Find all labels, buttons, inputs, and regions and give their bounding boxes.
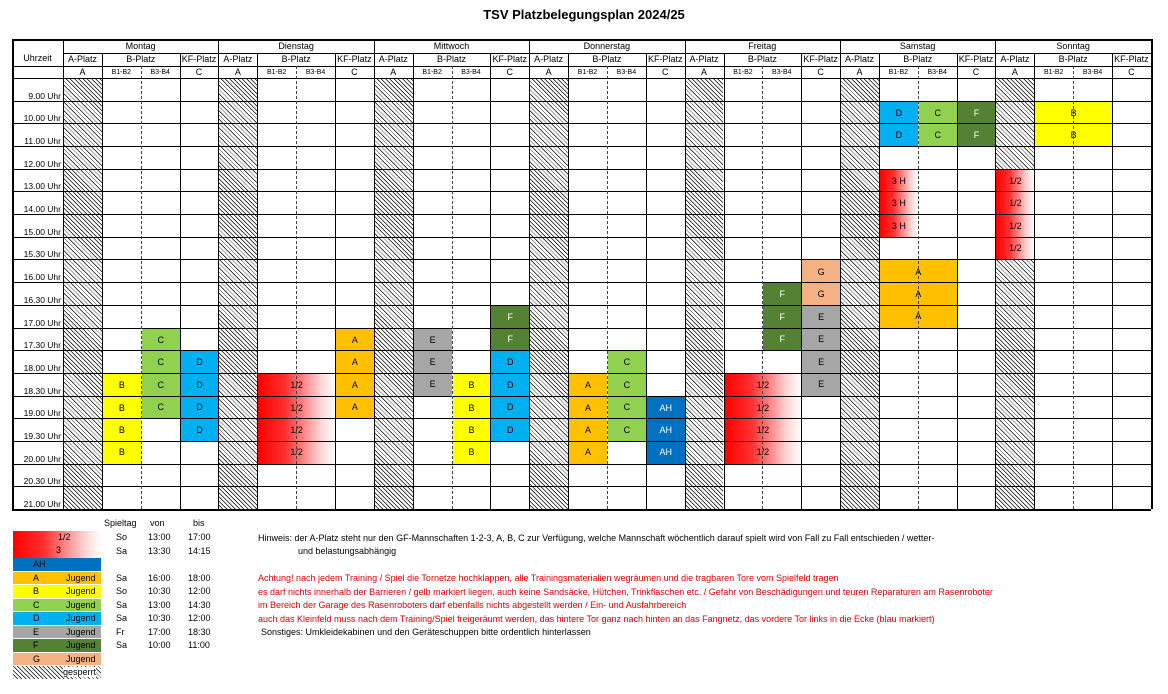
legend-header-spieltag: Spieltag <box>104 518 137 528</box>
grid-line <box>1112 53 1113 509</box>
field-header: B-Platz <box>747 54 777 64</box>
time-label: 21.00 Uhr <box>23 499 61 509</box>
booking-label: 1/2 <box>1009 243 1022 254</box>
legend-from: 10:30 <box>148 586 171 596</box>
time-label: 18.30 Uhr <box>23 385 61 396</box>
blocked-column <box>374 78 413 509</box>
booking-ah[interactable] <box>647 397 685 464</box>
booking-label: G <box>817 288 825 299</box>
grid-line <box>12 396 1151 397</box>
booking-label: AH <box>659 447 672 458</box>
legend-header-bis: bis <box>193 518 205 528</box>
booking-label: 1/2 <box>756 402 770 413</box>
booking-label: A <box>585 380 592 391</box>
booking-label: B <box>118 424 125 435</box>
subfield-header: C <box>661 67 669 77</box>
grid-line <box>12 78 1151 79</box>
legend-from: 13:00 <box>148 599 171 610</box>
legend-youth: Jugend <box>66 640 96 650</box>
subfield-header: A <box>856 67 863 77</box>
booking-label: F <box>973 107 980 118</box>
grid-line <box>12 350 1151 351</box>
legend-label: D <box>33 613 40 623</box>
subfield-header: B3-B4 <box>1082 69 1103 76</box>
booking-label: B <box>118 380 125 391</box>
grid-line <box>995 39 996 509</box>
booking-label: D <box>895 129 903 140</box>
day-header: Montag <box>125 41 156 51</box>
booking-label: 1/2 <box>756 447 770 458</box>
booking-label: AH <box>659 425 672 436</box>
booking-label: 1/2 <box>1009 220 1022 231</box>
booking-label: B <box>118 447 125 458</box>
booking-label: D <box>507 402 514 413</box>
grid-line <box>724 53 725 509</box>
time-label: 10.00 Uhr <box>23 113 61 124</box>
grid-line <box>12 214 1151 215</box>
legend-day: Sa <box>116 545 128 556</box>
legend-header-von: von <box>150 518 165 528</box>
blocked-column <box>529 78 568 509</box>
field-header: A-Platz <box>378 54 408 64</box>
legend-from: 13:00 <box>148 532 171 542</box>
note-hinweis-cont: und belastungsabhängig <box>298 546 397 556</box>
booking-red[interactable] <box>880 170 918 237</box>
subfield-header: B1-B2 <box>733 69 753 76</box>
note-warning: es darf nichts innerhalb der Barrieren / gelb markiert liegen, auch keine Sandsäcke, Hütchen, Trinkflaschen etc. / Gefahr von Beschädigungen und teuren Reparaturen am Rasenroboter <box>258 586 993 597</box>
subfield-header: C <box>351 67 358 77</box>
grid-line <box>12 259 1151 260</box>
legend-label: E <box>33 626 40 637</box>
booking-label: D <box>196 424 203 435</box>
field-header: KF-Platz <box>803 54 838 64</box>
booking-label: A <box>585 402 592 413</box>
booking-label: 3 H <box>891 198 906 209</box>
subfield-header: B3-B4 <box>772 69 792 76</box>
legend-to: 17:00 <box>188 532 211 542</box>
grid-line <box>12 373 1151 374</box>
booking-label: C <box>157 357 164 368</box>
legend-from: 16:00 <box>148 572 171 583</box>
grid-line <box>646 53 647 509</box>
booking-label: A <box>351 401 358 412</box>
time-label: 20.00 Uhr <box>23 453 61 464</box>
day-header: Mittwoch <box>433 41 470 51</box>
field-header: A-Platz <box>223 54 253 64</box>
legend-day: Sa <box>116 572 128 583</box>
booking-label: E <box>818 312 825 323</box>
legend-label: F <box>33 640 39 650</box>
grid-line <box>957 53 958 509</box>
field-header: A-Platz <box>1000 54 1030 64</box>
booking-label: B <box>1070 129 1077 140</box>
subfield-header: B1-B2 <box>111 69 132 76</box>
day-header: Freitag <box>748 41 777 51</box>
grid-line <box>12 282 1151 283</box>
time-header: Uhrzeit <box>23 53 52 63</box>
time-label: 9.00 Uhr <box>28 90 61 101</box>
booking-label: 1/2 <box>290 402 303 413</box>
field-header: A-Platz <box>534 54 564 64</box>
grid-line <box>801 53 802 509</box>
booking-label: E <box>818 334 825 345</box>
time-label: 13.00 Uhr <box>23 181 61 192</box>
grid-dashed-line <box>762 66 763 509</box>
legend-area <box>0 515 1168 694</box>
booking-label: 1/2 <box>756 380 770 391</box>
field-header: KF-Platz <box>958 54 994 64</box>
legend-from: 10:00 <box>148 640 171 650</box>
subfield-header: B3-B4 <box>616 69 637 76</box>
grid-dashed-line <box>1073 66 1074 509</box>
grid-line <box>12 191 1151 192</box>
legend-youth: Jugend <box>66 613 96 623</box>
legend-swatch-ah <box>13 558 101 571</box>
grid-line <box>12 169 1151 170</box>
booking-label: A <box>915 266 922 277</box>
grid-line <box>102 53 103 509</box>
field-header: A-Platz <box>67 54 97 64</box>
booking-label: D <box>507 357 514 368</box>
legend-label: 1/2 <box>58 532 71 542</box>
field-header: KF-Platz <box>181 54 217 64</box>
booking-label: B <box>1070 107 1077 118</box>
note-warning: im Bereich der Garage des Rasenroboters darf ebenfalls nichts abgestellt werden / Ein- und Ausfahrbereich <box>258 600 687 610</box>
subfield-header: B1-B2 <box>267 69 287 76</box>
time-label: 17.00 Uhr <box>23 317 61 328</box>
grid-line <box>490 53 491 509</box>
subfield-header: C <box>1128 67 1135 77</box>
booking-label: E <box>429 379 436 390</box>
booking-e[interactable] <box>414 329 452 396</box>
booking-label: A <box>915 288 922 299</box>
field-header: KF-Platz <box>492 54 528 64</box>
grid-line <box>1034 53 1035 509</box>
grid-dashed-line <box>141 66 142 509</box>
booking-label: C <box>623 424 631 435</box>
time-label: 16.00 Uhr <box>23 272 61 283</box>
booking-label: B <box>468 447 475 458</box>
booking-label: D <box>895 107 903 118</box>
booking-label: C <box>157 334 164 345</box>
time-label: 11.00 Uhr <box>24 136 61 147</box>
grid-line <box>12 305 1151 306</box>
time-label: 17.30 Uhr <box>23 340 61 351</box>
subfield-header: A <box>390 67 397 77</box>
legend-label: G <box>33 653 41 664</box>
grid-dashed-line <box>452 66 453 509</box>
booking-label: 1/2 <box>1009 198 1022 209</box>
grid-line <box>12 146 1151 147</box>
booking-label: G <box>817 266 825 277</box>
subfield-header: B1-B2 <box>577 69 598 76</box>
booking-f[interactable] <box>763 283 801 350</box>
subfield-header: A <box>234 67 241 77</box>
field-header: KF-Platz <box>337 54 372 64</box>
booking-label: C <box>157 379 164 390</box>
legend-youth: Jugend <box>66 599 96 610</box>
field-header: B-Platz <box>281 54 311 64</box>
legend-blocked-label: gesperrt <box>63 667 97 677</box>
booking-label: C <box>157 401 164 412</box>
legend-from: 17:00 <box>148 626 171 637</box>
subfield-header: B3-B4 <box>150 69 170 76</box>
booking-label: A <box>585 424 592 435</box>
blocked-column <box>63 78 102 509</box>
field-header: B-Platz <box>437 54 467 64</box>
field-header: KF-Platz <box>1114 54 1149 64</box>
grid-line <box>12 123 1151 124</box>
legend-from: 13:30 <box>148 545 171 556</box>
day-header: Samstag <box>899 41 936 51</box>
booking-label: B <box>118 402 125 413</box>
booking-label: F <box>779 334 786 345</box>
blocked-column <box>685 78 724 509</box>
grid-line <box>12 441 1151 442</box>
booking-label: A <box>351 334 358 345</box>
grid-dashed-line <box>607 66 608 509</box>
booking-label: A <box>915 311 922 322</box>
field-header: B-Platz <box>1058 54 1088 64</box>
field-header: B-Platz <box>592 54 622 64</box>
legend-label: B <box>33 586 40 596</box>
time-label: 20.30 Uhr <box>23 476 61 487</box>
booking-label: 1/2 <box>1009 175 1022 186</box>
subfield-header: B1-B2 <box>888 69 909 76</box>
subfield-header: C <box>972 67 980 77</box>
booking-label: B <box>468 402 475 413</box>
field-header: A-Platz <box>844 54 874 64</box>
grid-line <box>568 53 569 509</box>
time-label: 12.00 Uhr <box>23 158 61 169</box>
grid-line <box>879 53 880 509</box>
grid-line <box>12 328 1151 329</box>
day-header: Donnerstag <box>583 41 631 51</box>
booking-label: F <box>507 311 514 322</box>
subfield-header: A <box>79 67 86 77</box>
booking-label: 3 H <box>891 175 906 186</box>
subfield-header: C <box>506 67 514 77</box>
booking-label: A <box>585 447 592 458</box>
booking-label: A <box>351 379 358 390</box>
subfield-header: C <box>817 67 824 77</box>
grid-line <box>374 39 375 509</box>
grid-line <box>335 53 336 509</box>
booking-label: C <box>934 107 941 118</box>
booking-label: F <box>507 334 514 345</box>
grid-line <box>1151 39 1153 509</box>
grid-line <box>12 509 1151 511</box>
grid-dashed-line <box>296 66 297 509</box>
subfield-header: B1-B2 <box>422 69 442 76</box>
booking-label: A <box>351 357 358 368</box>
blocked-column <box>218 78 257 509</box>
booking-label: F <box>779 289 786 300</box>
booking-label: 1/2 <box>290 447 303 458</box>
grid-line <box>12 237 1151 238</box>
grid-line <box>257 53 258 509</box>
legend-day: Sa <box>116 613 128 623</box>
day-header: Sonntag <box>1056 41 1090 51</box>
booking-label: C <box>623 402 631 413</box>
legend-to: 11:00 <box>188 640 210 650</box>
grid-line <box>529 39 530 509</box>
note-hinweis: Hinweis: der A-Platz steht nur den GF-Mannschaften 1-2-3, A, B, C zur Verfügung, welche Mannschaft wöchentlich darauf spielt wird von Fall zu Fall entschieden / wetter- <box>258 533 935 543</box>
legend-label: A <box>33 572 40 583</box>
booking-label: C <box>623 357 631 368</box>
time-label: 18.00 Uhr <box>23 362 61 373</box>
subfield-header: C <box>195 67 203 77</box>
blocked-column <box>840 78 879 509</box>
subfield-header: B3-B4 <box>927 69 947 76</box>
time-label: 19.00 Uhr <box>23 408 61 419</box>
time-label: 16.30 Uhr <box>23 294 61 305</box>
booking-label: 3 H <box>891 220 906 231</box>
booking-label: 1/2 <box>290 380 303 391</box>
field-header: A-Platz <box>689 54 719 64</box>
legend-to: 18:00 <box>188 572 211 583</box>
booking-label: E <box>429 334 436 345</box>
blocked-column <box>995 78 1034 509</box>
booking-label: D <box>196 357 203 368</box>
page-title: TSV Platzbelegungsplan 2024/25 <box>483 7 685 22</box>
time-label: 14.00 Uhr <box>23 204 61 215</box>
legend-label: C <box>33 599 40 610</box>
note-warning: Achtung! nach jedem Training / Spiel die Tornetze hochklappen, alle Trainingsmaterialien wegräumen und die tragbaren Tore vom Spielfeld tragen <box>258 573 839 583</box>
booking-label: B <box>468 424 475 435</box>
note-sonstiges: Sonstiges: Umkleidekabinen und den Geräteschuppen bitte ordentlich hinterlassen <box>261 627 591 637</box>
grid-line <box>12 101 1151 102</box>
booking-label: 1/2 <box>756 424 770 435</box>
grid-line <box>63 39 64 509</box>
legend-to: 18:30 <box>188 626 211 637</box>
legend-day: So <box>116 586 128 596</box>
legend-day: So <box>116 532 128 542</box>
legend-youth: Jugend <box>66 626 96 637</box>
subfield-header: B1-B2 <box>1044 69 1064 76</box>
grid-line <box>12 486 1151 487</box>
time-label: 15.30 Uhr <box>23 249 61 260</box>
field-header: KF-Platz <box>647 54 683 64</box>
booking-label: D <box>507 379 514 390</box>
legend-label: AH <box>33 559 46 569</box>
subfield-header: A <box>701 67 708 77</box>
grid-dashed-line <box>918 66 919 509</box>
legend-youth: Jugend <box>66 653 96 664</box>
booking-label: F <box>779 311 786 322</box>
time-label: 19.30 Uhr <box>23 430 61 441</box>
subfield-header: B3-B4 <box>305 69 326 76</box>
legend-day: Sa <box>116 599 128 610</box>
legend-label: 3 <box>56 544 62 555</box>
booking-label: E <box>429 357 436 368</box>
legend-to: 14:15 <box>188 545 211 556</box>
day-header: Dienstag <box>278 41 314 51</box>
field-header: B-Platz <box>126 54 156 64</box>
subfield-header: A <box>1011 67 1018 77</box>
booking-label: 1/2 <box>290 424 303 435</box>
field-header: B-Platz <box>903 54 933 64</box>
legend-to: 14:30 <box>188 599 211 610</box>
time-label: 15.00 Uhr <box>23 226 61 237</box>
legend-from: 10:30 <box>148 613 171 623</box>
legend-to: 12:00 <box>188 613 211 623</box>
grid-line <box>840 39 841 509</box>
booking-label: C <box>623 379 631 390</box>
grid-line <box>180 53 181 509</box>
legend-day: Fr <box>116 626 125 637</box>
booking-label: AH <box>659 402 672 413</box>
subfield-header: B3-B4 <box>461 69 481 76</box>
booking-label: F <box>973 129 980 140</box>
booking-label: D <box>196 402 203 413</box>
booking-label: D <box>507 424 514 435</box>
booking-label: D <box>196 379 203 390</box>
legend-youth: Jugend <box>66 586 96 596</box>
booking-label: E <box>818 356 825 367</box>
booking-label: C <box>934 129 941 140</box>
legend-to: 12:00 <box>188 586 211 596</box>
grid-line <box>12 418 1151 419</box>
legend-day: Sa <box>116 640 128 650</box>
grid-line <box>12 464 1151 465</box>
grid-line <box>218 39 219 509</box>
booking-label: B <box>468 380 475 391</box>
grid-line <box>413 53 414 509</box>
note-warning: auch das Kleinfeld muss nach dem Training/Spiel freigeräumt werden, das hintere Tor ganz nach hinten an das Fangnetz, das vordere Tor links in die Ecke (blau markiert) <box>258 613 935 624</box>
legend-youth: Jugend <box>66 572 96 583</box>
grid-line <box>685 39 686 509</box>
subfield-header: A <box>545 67 552 77</box>
booking-label: E <box>818 379 825 390</box>
